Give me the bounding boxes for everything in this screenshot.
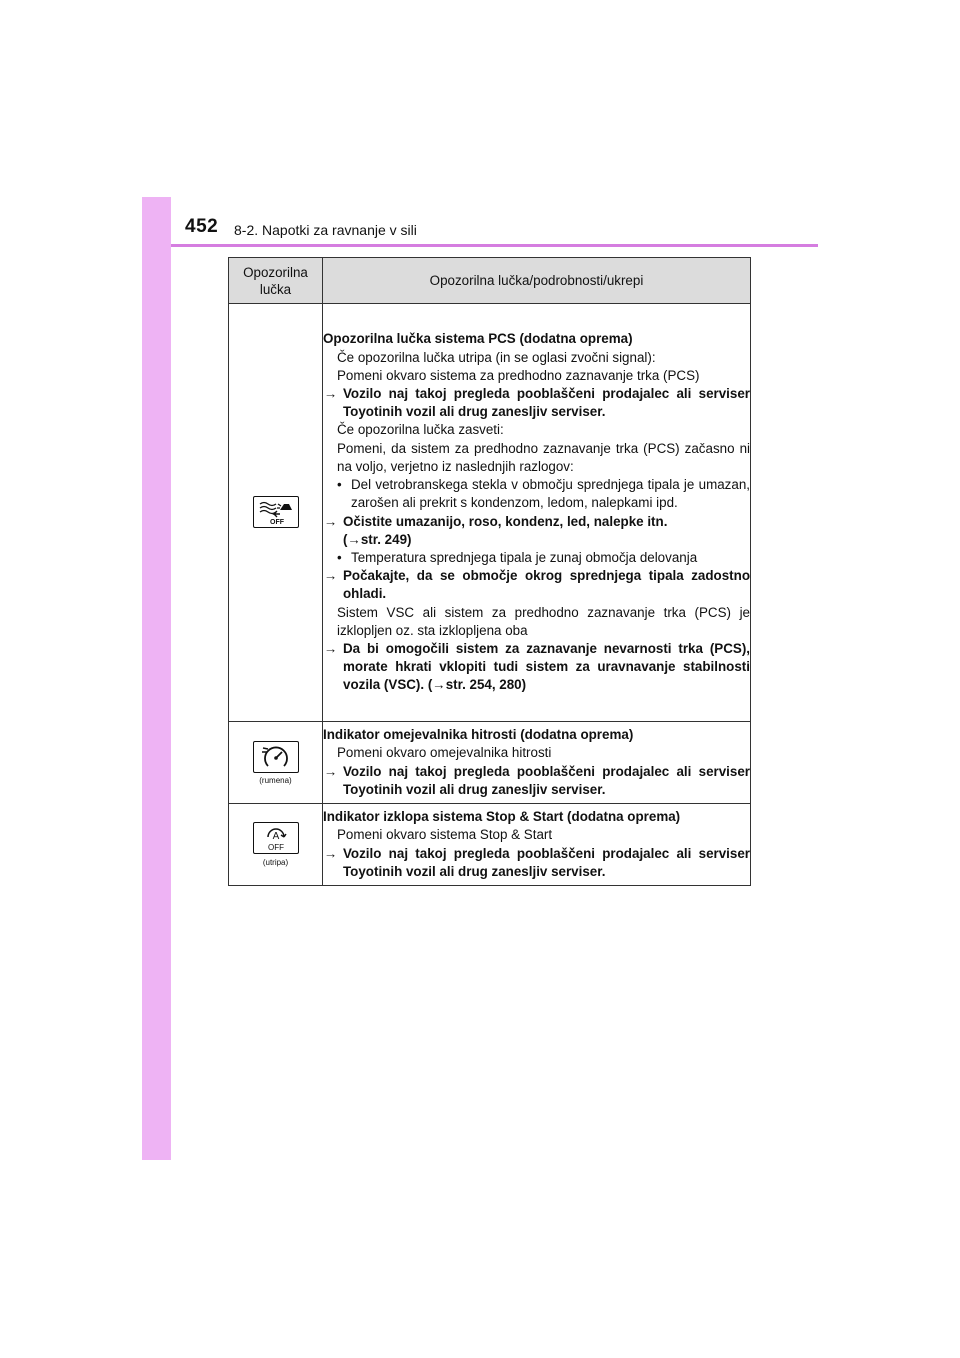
table-row xyxy=(229,722,751,804)
stop-start-letter: A xyxy=(272,831,279,842)
pcs-off-icon-label: OFF xyxy=(269,519,284,526)
meaning-text: Pomeni okvaro sistema Stop & Start xyxy=(337,827,553,843)
condition-text: Če opozorilna lučka utripa (in se oglasi zvočni signal): xyxy=(337,349,656,365)
details-cell xyxy=(323,722,751,804)
action-item: → Vozilo naj takoj pregleda pooblaščeni prodajalec ali serviser Toyotinih vozil ali drug zanesljiv serviser. xyxy=(324,763,750,797)
arrow-icon: → xyxy=(324,640,338,656)
arrow-icon: → xyxy=(324,513,338,529)
meaning-text: Sistem VSC ali sistem za predhodno zaznavanje trka (PCS) je izklopljen oz. sta izklopljena oba xyxy=(337,604,750,638)
col-header-light: Opozorilna lučka xyxy=(229,258,323,304)
table-header-row xyxy=(229,258,751,304)
icon-cell xyxy=(229,722,323,804)
arrow-icon: → xyxy=(324,568,338,584)
arrow-icon: → xyxy=(324,845,338,861)
arrow-icon: → xyxy=(347,531,361,547)
icon-caption: (utripa) xyxy=(262,858,289,867)
details-cell xyxy=(323,804,751,886)
condition-text: Če opozorilna lučka zasveti: xyxy=(337,422,504,438)
action-item: → Vozilo naj takoj pregleda pooblaščeni prodajalec ali serviser Toyotinih vozil ali drug zanesljiv serviser. xyxy=(324,845,750,879)
stop-start-off-label: OFF xyxy=(267,843,284,852)
stop-start-off-icon xyxy=(253,822,299,854)
page-number: 452 xyxy=(185,216,219,237)
bullet-item: • Del vetrobranskega stekla v območju sprednjega tipala je umazan, zarošen ali prekrit s kondenzom, ledom, nalepkami ipd. xyxy=(337,477,750,511)
table-row xyxy=(229,304,751,722)
icon-cell xyxy=(229,804,323,886)
row-title: Indikator omejevalnika hitrosti (dodatna oprema) xyxy=(323,727,634,743)
speed-limiter-icon xyxy=(253,741,299,773)
row-title: Indikator izklopa sistema Stop & Start (dodatna oprema) xyxy=(323,809,681,825)
arrow-icon: → xyxy=(324,386,338,402)
table-row xyxy=(229,804,751,886)
row-title: Opozorilna lučka sistema PCS (dodatna oprema) xyxy=(323,331,633,347)
arrow-icon: → xyxy=(324,763,338,779)
icon-caption: (rumena) xyxy=(259,775,292,785)
meaning-text: Pomeni, da sistem za predhodno zaznavanje trka (PCS) začasno ni na voljo, verjetno iz naslednjih razlogov: xyxy=(337,440,750,474)
page-reference: (→str. 249) xyxy=(343,531,412,547)
meaning-text: Pomeni okvaro omejevalnika hitrosti xyxy=(337,745,552,761)
header-rule xyxy=(171,244,818,247)
action-item: → Očistite umazanijo, roso, kondenz, led, nalepke itn. xyxy=(323,513,750,531)
side-band xyxy=(142,197,171,1160)
section-title: 8-2. Napotki za ravnanje v sili xyxy=(234,222,417,238)
col-header-details: Opozorilna lučka/podrobnosti/ukrepi xyxy=(323,258,751,304)
pcs-off-icon xyxy=(253,496,299,528)
action-item: → Počakajte, da se območje okrog sprednjega tipala zadostno ohladi. xyxy=(324,568,750,602)
bullet-icon: • xyxy=(337,477,342,493)
action-item: → Vozilo naj takoj pregleda pooblaščeni prodajalec ali serviser Toyotinih vozil ali drug zanesljiv serviser. xyxy=(324,386,750,420)
action-item: → Da bi omogočili sistem za zaznavanje nevarnosti trka (PCS), morate hkrati vklopiti tudi sistem za uravnavanje stabilnosti vozila (VSC). (→str. 254, 280) xyxy=(324,640,750,693)
bullet-icon: • xyxy=(337,549,342,565)
warning-light-table xyxy=(228,257,751,886)
meaning-text: Pomeni okvaro sistema za predhodno zaznavanje trka (PCS) xyxy=(337,367,700,383)
arrow-icon: → xyxy=(432,677,446,693)
bullet-item: • Temperatura sprednjega tipala je zunaj območja delovanja xyxy=(323,549,750,567)
details-cell xyxy=(323,304,751,722)
icon-cell xyxy=(229,304,323,722)
